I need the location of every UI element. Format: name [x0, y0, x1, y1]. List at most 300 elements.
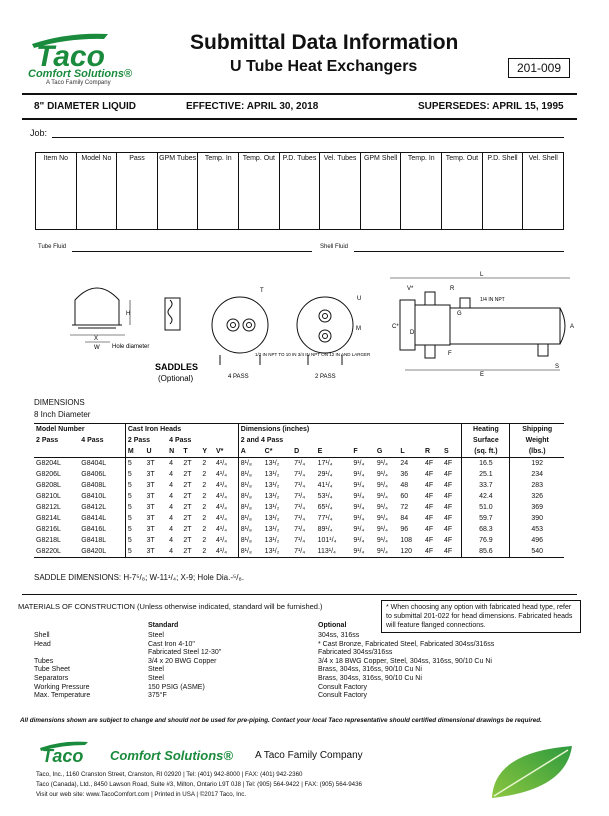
table-cell: 9¹/₄ — [353, 537, 365, 544]
table-cell: 68.3 — [462, 524, 510, 535]
table-cell: G8210L — [36, 493, 61, 500]
table-cell: 5 — [125, 480, 144, 491]
entry-col-header[interactable]: GPM Tubes — [157, 153, 198, 230]
table-cell: G8418L — [81, 537, 107, 544]
col-letter: M — [125, 446, 144, 458]
material-item: Tubes — [34, 657, 54, 665]
table-cell: 4F — [442, 546, 462, 558]
table-cell: 234 — [510, 469, 564, 480]
table-cell: 9¹/₄ — [376, 504, 388, 511]
two-pass-label: 2 PASS — [315, 374, 336, 380]
table-cell: 8¹/₈ — [238, 546, 262, 558]
svg-text:V*: V* — [407, 286, 414, 292]
col-surface: Surface — [462, 435, 510, 446]
table-cell: 9¹/₄ — [353, 471, 365, 478]
page-subtitle: U Tube Heat Exchangers — [230, 58, 418, 75]
material-optional: * Cast Bronze, Fabricated Steel, Fabricated 304ss/316ss — [318, 640, 495, 648]
entry-col-header[interactable]: Vel. Tubes — [320, 153, 361, 230]
subheader-rule — [22, 118, 577, 120]
table-cell: 96 — [400, 526, 409, 533]
table-cell: 2 — [202, 504, 207, 511]
table-row — [34, 491, 564, 502]
material-item: Working Pressure — [34, 683, 90, 691]
material-optional: 304ss, 316ss — [318, 632, 360, 639]
table-cell: 25.1 — [462, 469, 510, 480]
table-cell: G8410L — [81, 493, 107, 500]
footer-brand: Comfort Solutions® — [110, 748, 233, 763]
svg-text:A: A — [570, 324, 575, 330]
table-cell: 540 — [510, 546, 564, 558]
entry-col-header[interactable]: Temp. Out — [239, 153, 280, 230]
table-cell: 7¹/₄ — [294, 526, 306, 533]
table-cell: 9¹/₄ — [375, 546, 399, 558]
col-dimensions: Dimensions (inches) — [238, 424, 462, 436]
svg-text:E: E — [480, 372, 485, 378]
col-shipping: Shipping — [510, 424, 564, 436]
table-cell: 326 — [510, 491, 564, 502]
svg-text:X: X — [94, 336, 99, 342]
four-pass-label: 4 PASS — [228, 374, 249, 380]
table-cell: 4F — [424, 460, 434, 467]
table-cell: 4 — [169, 537, 174, 544]
table-cell: 9¹/₄ — [353, 526, 365, 533]
col-letter: V* — [214, 446, 238, 458]
dimensions-subtitle: 8 Inch Diameter — [34, 410, 91, 419]
table-cell: 8¹/₈ — [238, 524, 262, 535]
logo-subtitle: Comfort Solutions® — [28, 68, 133, 80]
table-cell: 9¹/₄ — [376, 460, 388, 467]
table-cell: 453 — [510, 524, 564, 535]
table-cell: 24 — [400, 460, 409, 467]
logo-tagline: A Taco Family Company — [46, 80, 111, 86]
col-2-and-4-pass: 2 and 4 Pass — [238, 435, 462, 446]
material-standard: Cast Iron 4-10" — [148, 640, 195, 648]
material-standard: 3/4 x 20 BWG Copper — [148, 657, 217, 665]
table-cell: 13¹/₂ — [264, 526, 280, 533]
table-cell: 7¹/₄ — [294, 471, 306, 478]
col-ci-4-pass: 4 Pass — [169, 437, 192, 444]
table-cell: 7¹/₄ — [294, 482, 306, 489]
material-optional: Consult Factory — [318, 692, 368, 700]
table-cell: 3T — [146, 482, 155, 489]
tube-fluid-line[interactable] — [72, 251, 312, 252]
table-cell: 3T — [146, 504, 155, 511]
material-optional: Fabricated 304ss/316ss — [318, 649, 393, 657]
tube-fluid-label: Tube Fluid — [38, 244, 67, 250]
standard-header: Standard — [148, 622, 179, 629]
svg-text:C*: C* — [392, 324, 399, 330]
table-cell: 4F — [424, 493, 434, 500]
job-field-line[interactable] — [52, 137, 564, 138]
table-cell: 7¹/₄ — [294, 460, 306, 467]
table-cell: 5 — [125, 524, 144, 535]
col-cast-iron: Cast Iron Heads — [125, 424, 238, 436]
table-cell: 3T — [146, 460, 155, 467]
col-letter: U — [145, 446, 168, 458]
col-letter: S — [442, 446, 462, 458]
table-cell: 2 — [202, 471, 207, 478]
svg-text:G: G — [457, 311, 462, 317]
table-cell: 9¹/₄ — [376, 482, 388, 489]
material-standard: Fabricated Steel 12-30" — [148, 649, 222, 657]
table-cell: 9¹/₄ — [376, 471, 388, 478]
table-cell: 7¹/₄ — [294, 504, 306, 511]
table-cell: 8¹/₈ — [238, 502, 262, 513]
table-cell: 4¹/₄ — [214, 546, 238, 558]
entry-col-header[interactable]: P.D. Shell — [482, 153, 523, 230]
table-cell: 3T — [146, 493, 155, 500]
table-cell: 8¹/₈ — [238, 535, 262, 546]
table-cell: 7¹/₄ — [294, 515, 306, 522]
table-cell: 4F — [423, 546, 442, 558]
table-cell: 65¹/₄ — [317, 504, 333, 511]
col-letter: F — [351, 446, 375, 458]
svg-text:R: R — [450, 286, 455, 292]
col-letter: N — [167, 446, 181, 458]
saddles-subtitle: (Optional) — [158, 374, 194, 383]
table-row — [34, 480, 564, 491]
table-cell: 2 — [200, 546, 214, 558]
col-letter: C* — [263, 446, 292, 458]
material-optional: 3/4 x 18 BWG Copper, Steel, 304ss, 316ss, 90/10 Cu Ni — [318, 657, 492, 665]
taco-logo — [28, 30, 148, 70]
diameter-label: 8" DIAMETER LIQUID — [34, 101, 136, 112]
table-cell: 76.9 — [462, 535, 510, 546]
table-cell: 5 — [125, 535, 144, 546]
table-cell: G8406L — [81, 471, 107, 478]
table-cell: 4 — [169, 460, 174, 467]
table-cell: 3T — [146, 526, 155, 533]
table-cell: G8216L — [36, 526, 61, 533]
materials-title: MATERIALS OF CONSTRUCTION (Unless otherwise indicated, standard will be furnished.) — [18, 602, 323, 611]
table-cell: 9¹/₄ — [351, 546, 375, 558]
table-cell: 4¹/₄ — [215, 537, 227, 544]
svg-text:U: U — [357, 296, 362, 302]
table-cell: G8416L — [81, 526, 107, 533]
col-ci-2-pass: 2 Pass — [125, 435, 167, 446]
table-cell: 9¹/₄ — [376, 526, 388, 533]
table-cell: 7¹/₄ — [294, 537, 306, 544]
fabricated-head-note: * When choosing any option with fabricated head type, refer to submittal 201-022 for head dimensions. Fabricated heads will feature flanged connections. — [381, 600, 581, 633]
table-cell: 4 — [169, 471, 174, 478]
table-cell: G8208L — [36, 482, 61, 489]
table-cell: G8212L — [36, 504, 61, 511]
table-cell: 9¹/₄ — [353, 493, 365, 500]
col-letter: A — [238, 446, 262, 458]
svg-text:L: L — [480, 272, 484, 278]
table-cell: 4F — [424, 537, 434, 544]
col-heating: Heating — [462, 424, 510, 436]
quarter-npt-label: 1/4 IN NPT — [480, 297, 505, 303]
table-cell: 8¹/₈ — [238, 458, 262, 470]
svg-text:Taco: Taco — [42, 746, 84, 764]
entry-col-header[interactable]: Model No — [76, 153, 117, 230]
material-standard: Steel — [148, 632, 164, 639]
entry-col-header[interactable]: Pass — [117, 153, 158, 230]
page-title: Submittal Data Information — [190, 31, 459, 54]
order-entry-table — [35, 152, 564, 230]
optional-header: Optional — [318, 622, 347, 629]
table-cell: 4F — [444, 504, 453, 511]
col-model-number: Model Number — [34, 424, 125, 436]
footer-address-us: Taco, Inc., 1160 Cranston Street, Cranston, RI 02920 | Tel: (401) 942-8000 | FAX: (401) 942-2360 — [36, 771, 303, 778]
saddles-title: SADDLES — [155, 362, 199, 372]
table-cell: 29¹/₄ — [317, 471, 333, 478]
col-2-pass: 2 Pass — [36, 437, 59, 444]
table-cell: 4¹/₄ — [215, 493, 227, 500]
footer-taco-logo — [38, 740, 108, 764]
table-row — [34, 502, 564, 513]
table-cell: 9¹/₄ — [376, 493, 388, 500]
material-item: Max. Temperature — [34, 692, 91, 700]
table-cell: 496 — [510, 535, 564, 546]
table-cell: G8414L — [81, 515, 107, 522]
dimensions-table — [34, 423, 564, 558]
table-cell: 16.5 — [462, 458, 510, 470]
table-cell: 2 — [202, 526, 207, 533]
table-cell: 8¹/₈ — [238, 491, 262, 502]
table-cell: 4¹/₄ — [215, 504, 227, 511]
svg-text:F: F — [448, 351, 452, 357]
table-row — [34, 546, 564, 558]
material-optional: Consult Factory — [318, 683, 368, 691]
col-letter: T — [181, 446, 200, 458]
material-item: Head — [34, 640, 51, 648]
table-cell: 13¹/₂ — [264, 471, 280, 478]
table-cell: 5 — [125, 513, 144, 524]
table-cell: 4 — [169, 526, 174, 533]
table-cell: 2T — [183, 493, 192, 500]
dimension-drawings — [30, 270, 585, 395]
table-cell: 5 — [125, 458, 144, 470]
entry-col-header[interactable]: Temp. In — [198, 153, 239, 230]
dimensions-title: DIMENSIONS — [34, 398, 85, 407]
saddle-dimensions-note: SADDLE DIMENSIONS: H-7⁵/₈; W-11¹/₄; X-9; Hole Dia.-⁵/₈. — [34, 573, 245, 582]
table-cell: 4F — [424, 471, 434, 478]
table-cell: 4F — [424, 515, 434, 522]
table-cell: 4F — [424, 526, 434, 533]
table-cell: 72 — [400, 504, 409, 511]
table-cell: 101¹/₄ — [317, 537, 337, 544]
material-optional: Brass, 304ss, 316ss, 90/10 Cu Ni — [318, 675, 422, 682]
table-cell: G8220L — [34, 546, 79, 558]
table-cell: 5 — [125, 469, 144, 480]
table-cell: G8404L — [81, 460, 107, 467]
svg-text:Taco: Taco — [36, 40, 105, 70]
col-unit: (sq. ft.) — [462, 446, 510, 458]
entry-col-header[interactable]: Temp. Out — [442, 153, 483, 230]
shell-fluid-label: Shell Fluid — [320, 244, 349, 250]
table-cell: 2T — [183, 515, 192, 522]
table-cell: 4F — [444, 537, 453, 544]
table-cell: 5 — [125, 491, 144, 502]
table-row — [34, 469, 564, 480]
table-cell: 120 — [398, 546, 423, 558]
table-cell: 192 — [510, 458, 564, 470]
table-cell: 4F — [444, 482, 453, 489]
table-cell: 2 — [202, 493, 207, 500]
materials-rule — [22, 594, 577, 595]
entry-col-header[interactable]: Temp. In — [401, 153, 442, 230]
table-cell: 13¹/₂ — [264, 537, 280, 544]
disclaimer: All dimensions shown are subject to change and should not be used for pre-piping. Contact your local Taco representative should certified dimensional drawings be required. — [20, 717, 542, 724]
svg-text:S: S — [555, 364, 560, 370]
table-row — [34, 524, 564, 535]
shell-fluid-line[interactable] — [354, 251, 564, 252]
material-standard: Steel — [148, 675, 164, 682]
table-cell: 4F — [444, 515, 453, 522]
table-cell: 2T — [181, 546, 200, 558]
footer-address-canada: Taco (Canada), Ltd., 8450 Lawson Road, Suite #3, Milton, Ontario L9T 0J8 | Tel: (905) 564-9422 | FAX: (905) 564-9436 — [36, 781, 362, 788]
table-cell: G8408L — [81, 482, 107, 489]
table-cell: 4F — [444, 526, 453, 533]
document-number: 201-009 — [508, 58, 570, 78]
table-cell: 4¹/₄ — [215, 526, 227, 533]
table-cell: 113¹/₄ — [316, 546, 352, 558]
svg-text:T: T — [260, 288, 264, 294]
entry-col-header[interactable]: P.D. Tubes — [279, 153, 320, 230]
table-cell: 9¹/₄ — [376, 515, 388, 522]
material-standard: Steel — [148, 666, 164, 674]
hole-diameter-label: Hole diameter — [112, 344, 150, 350]
table-cell: 85.6 — [462, 546, 510, 558]
table-cell: G8420L — [79, 546, 125, 558]
table-cell: 4 — [167, 546, 181, 558]
material-item: Separators — [34, 675, 69, 682]
table-cell: 4 — [169, 515, 174, 522]
exchanger-side-view — [390, 278, 570, 370]
table-cell: 5 — [125, 502, 144, 513]
svg-text:H: H — [126, 311, 131, 317]
table-cell: 9¹/₄ — [376, 537, 388, 544]
table-cell: 9¹/₄ — [353, 515, 365, 522]
table-cell: 7¹/₄ — [292, 546, 316, 558]
table-cell: 4F — [444, 493, 453, 500]
table-cell: 4¹/₄ — [215, 460, 227, 467]
supersedes-date: SUPERSEDES: APRIL 15, 1995 — [418, 101, 564, 112]
col-weight: Weight — [510, 435, 564, 446]
table-cell: 13¹/₂ — [264, 493, 280, 500]
table-cell: 36 — [400, 471, 409, 478]
table-cell: 4 — [169, 482, 174, 489]
table-cell: 283 — [510, 480, 564, 491]
table-cell: 13¹/₂ — [264, 482, 280, 489]
table-cell: 41¹/₄ — [317, 482, 333, 489]
table-cell: 4 — [169, 493, 174, 500]
col-letter: Y — [200, 446, 214, 458]
material-item: Shell — [34, 632, 50, 639]
table-cell: 3T — [146, 537, 155, 544]
table-cell: 33.7 — [462, 480, 510, 491]
table-cell: 2 — [202, 460, 207, 467]
job-label: Job: — [30, 128, 48, 138]
table-cell: 13¹/₂ — [264, 515, 280, 522]
material-optional: Brass, 304ss, 316ss, 90/10 Cu Ni — [318, 666, 422, 674]
table-cell: 53¹/₄ — [317, 493, 333, 500]
entry-col-header[interactable]: GPM Shell — [360, 153, 401, 230]
entry-col-header[interactable]: Vel. Shell — [523, 153, 564, 230]
col-letter: D — [292, 446, 316, 458]
table-cell: 4F — [444, 471, 453, 478]
effective-date: EFFECTIVE: APRIL 30, 2018 — [186, 101, 319, 112]
table-cell: 42.4 — [462, 491, 510, 502]
table-cell: 84 — [400, 515, 409, 522]
material-standard: 375°F — [148, 692, 167, 700]
table-cell: 8¹/₈ — [238, 469, 262, 480]
table-cell: 2 — [202, 537, 207, 544]
col-letter: E — [316, 446, 352, 458]
svg-text:M: M — [356, 326, 361, 332]
col-unit: (lbs.) — [510, 446, 564, 458]
leaf-icon — [486, 742, 576, 802]
table-cell: 48 — [400, 482, 409, 489]
table-cell: 3T — [145, 546, 168, 558]
table-cell: 2T — [183, 526, 192, 533]
table-cell: 89¹/₄ — [317, 526, 333, 533]
table-row — [34, 513, 564, 524]
table-cell: G8218L — [36, 537, 61, 544]
table-cell: 3T — [146, 515, 155, 522]
table-cell: 4¹/₄ — [215, 482, 227, 489]
table-cell: 13¹/₂ — [264, 504, 280, 511]
table-cell: 13¹/₂ — [264, 460, 280, 467]
table-cell: 17¹/₄ — [317, 460, 333, 467]
table-cell: 60 — [400, 493, 409, 500]
svg-text:D: D — [410, 330, 415, 336]
table-cell: 369 — [510, 502, 564, 513]
table-cell: 9¹/₄ — [353, 460, 365, 467]
table-cell: 4F — [424, 504, 434, 511]
col-letter: G — [375, 446, 399, 458]
svg-text:W: W — [94, 345, 100, 351]
table-cell: 4¹/₄ — [215, 471, 227, 478]
table-cell: 8¹/₈ — [238, 513, 262, 524]
header-rule — [22, 93, 577, 95]
table-cell: 4¹/₄ — [215, 515, 227, 522]
material-item: Tube Sheet — [34, 666, 70, 674]
table-cell: 3T — [146, 471, 155, 478]
table-cell: 2T — [183, 482, 192, 489]
table-cell: 59.7 — [462, 513, 510, 524]
table-cell: G8204L — [36, 460, 61, 467]
table-cell: 4F — [444, 460, 453, 467]
table-cell: 4 — [169, 504, 174, 511]
table-cell: 2T — [183, 504, 192, 511]
table-cell: 9¹/₄ — [353, 482, 365, 489]
table-cell: 2 — [202, 515, 207, 522]
material-standard: 150 PSIG (ASME) — [148, 683, 205, 691]
table-cell: 390 — [510, 513, 564, 524]
table-cell: 51.0 — [462, 502, 510, 513]
table-cell: 108 — [400, 537, 413, 544]
table-cell: 2T — [183, 471, 192, 478]
col-letter: L — [398, 446, 423, 458]
entry-col-header[interactable]: Item No — [36, 153, 77, 230]
table-cell: 13¹/₂ — [263, 546, 292, 558]
table-cell: 2T — [183, 537, 192, 544]
table-row — [34, 458, 564, 470]
table-cell: 8¹/₈ — [238, 480, 262, 491]
table-row — [34, 535, 564, 546]
table-cell: 7¹/₄ — [294, 493, 306, 500]
table-cell: G8214L — [36, 515, 61, 522]
footer-website[interactable]: Visit our web site: www.TacoComfort.com | Printed in USA | ©2017 Taco, Inc. — [36, 791, 247, 798]
table-cell: G8206L — [36, 471, 61, 478]
table-cell: 9¹/₄ — [353, 504, 365, 511]
table-cell: 5 — [125, 546, 144, 558]
saddle-drawing — [70, 288, 130, 342]
footer-family: A Taco Family Company — [255, 750, 363, 761]
